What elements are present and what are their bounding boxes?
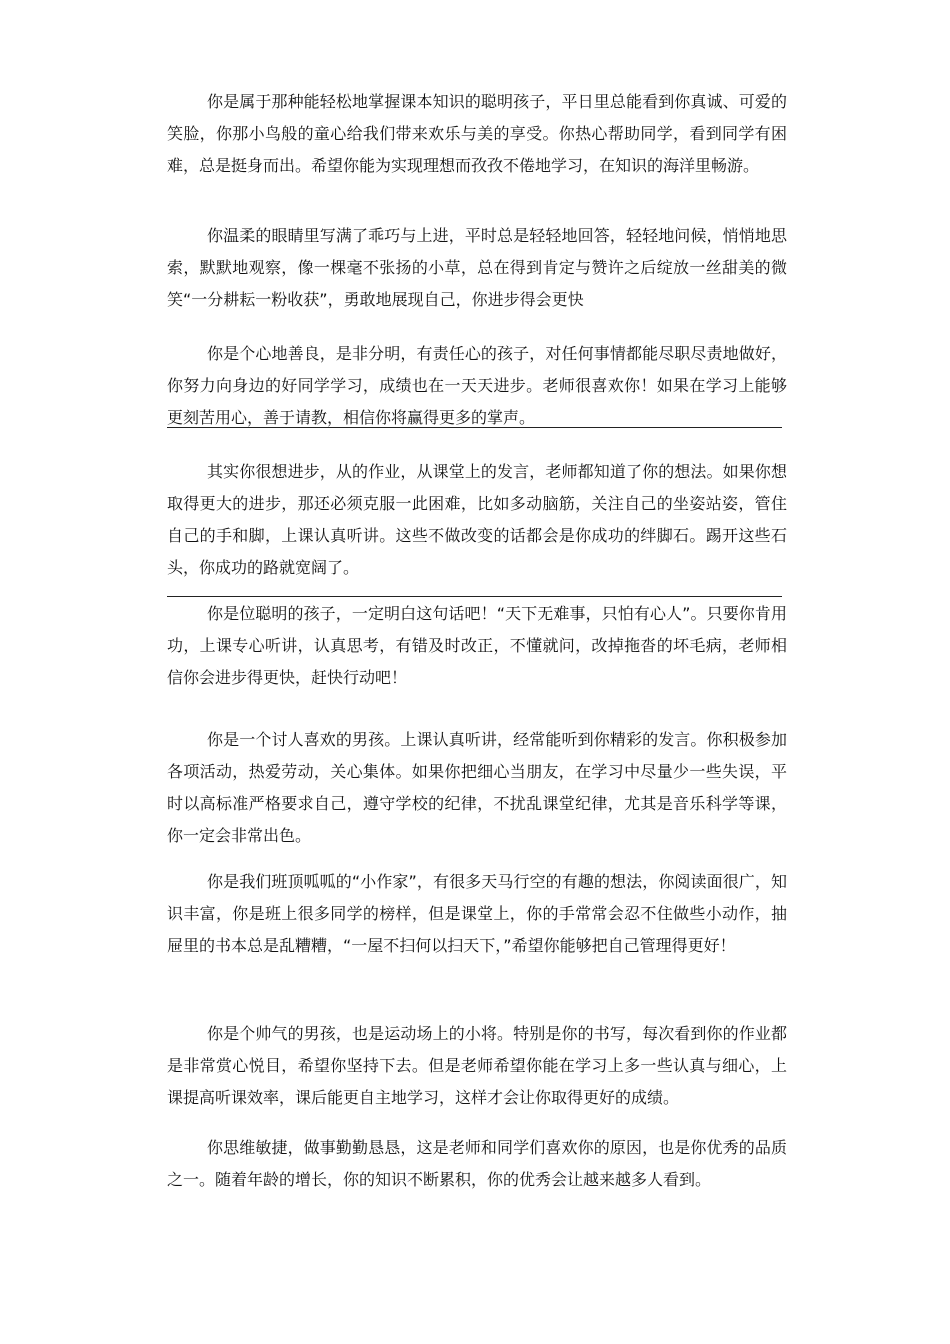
comment-paragraph-5: 你是位聪明的孩子，一定明白这句话吧！“天下无难事，只怕有心人”。只要你肯用功，上课专心听讲，认真思考，有错及时改正，不懂就问，改掉拖沓的坏毛病，老师相信你会进步得更快，赶快行动吧！ [167, 604, 787, 687]
divider-line [167, 596, 782, 597]
comment-paragraph-6: 你是一个讨人喜欢的男孩。上课认真听讲，经常能听到你精彩的发言。你积极参加各项活动，热爱劳动，关心集体。如果你把细心当朋友，在学习中尽量少一些失误，平时以高标准严格要求自己，遵守学校的纪律，不扰乱课堂纪律，尤其是音乐科学等课，你一定会非常出色。 [167, 730, 787, 845]
comment-paragraph-7: 你是我们班顶呱呱的“小作家”，有很多天马行空的有趣的想法，你阅读面很广，知识丰富，你是班上很多同学的榜样，但是课堂上，你的手常常会忍不住做些小动作，抽屉里的书本总是乱糟糟，“一屋不扫何以扫天下，”希望你能够把自己管理得更好！ [167, 872, 787, 955]
comment-paragraph-9: 你思维敏捷，做事勤勤恳恳，这是老师和同学们喜欢你的原因，也是你优秀的品质之一。随着年龄的增长，你的知识不断累积，你的优秀会让越来越多人看到。 [167, 1138, 787, 1189]
comment-paragraph-8: 你是个帅气的男孩，也是运动场上的小将。特别是你的书写，每次看到你的作业都是非常赏心悦目，希望你坚持下去。但是老师希望你能在学习上多一些认真与细心，上课提高听课效率，课后能更自主地学习，这样才会让你取得更好的成绩。 [167, 1024, 787, 1107]
divider-line [167, 427, 782, 428]
comment-paragraph-4: 其实你很想进步，从的作业，从课堂上的发言，老师都知道了你的想法。如果你想取得更大的进步，那还必须克服一此困难，比如多动脑筋，关注自己的坐姿站姿，管住自己的手和脚，上课认真听讲。这些不做改变的话都会是你成功的绊脚石。踢开这些石头，你成功的路就宽阔了。 [167, 462, 787, 577]
comment-paragraph-3: 你是个心地善良，是非分明，有责任心的孩子，对任何事情都能尽职尽责地做好，你努力向身边的好同学学习，成绩也在一天天进步。老师很喜欢你！如果在学习上能够更刻苦用心，善于请教，相信你将赢得更多的掌声。 [167, 344, 787, 427]
comment-paragraph-1: 你是属于那种能轻松地掌握课本知识的聪明孩子，平日里总能看到你真诚、可爱的笑脸，你那小鸟般的童心给我们带来欢乐与美的享受。你热心帮助同学，看到同学有困难，总是挺身而出。希望你能为实现理想而孜孜不倦地学习，在知识的海洋里畅游。 [167, 92, 787, 175]
comment-paragraph-2: 你温柔的眼睛里写满了乖巧与上进，平时总是轻轻地回答，轻轻地问候，悄悄地思索，默默地观察，像一棵毫不张扬的小草，总在得到肯定与赞许之后绽放一丝甜美的微笑“一分耕耘一粉收获”，勇敢地展现自己，你进步得会更快 [167, 226, 787, 309]
